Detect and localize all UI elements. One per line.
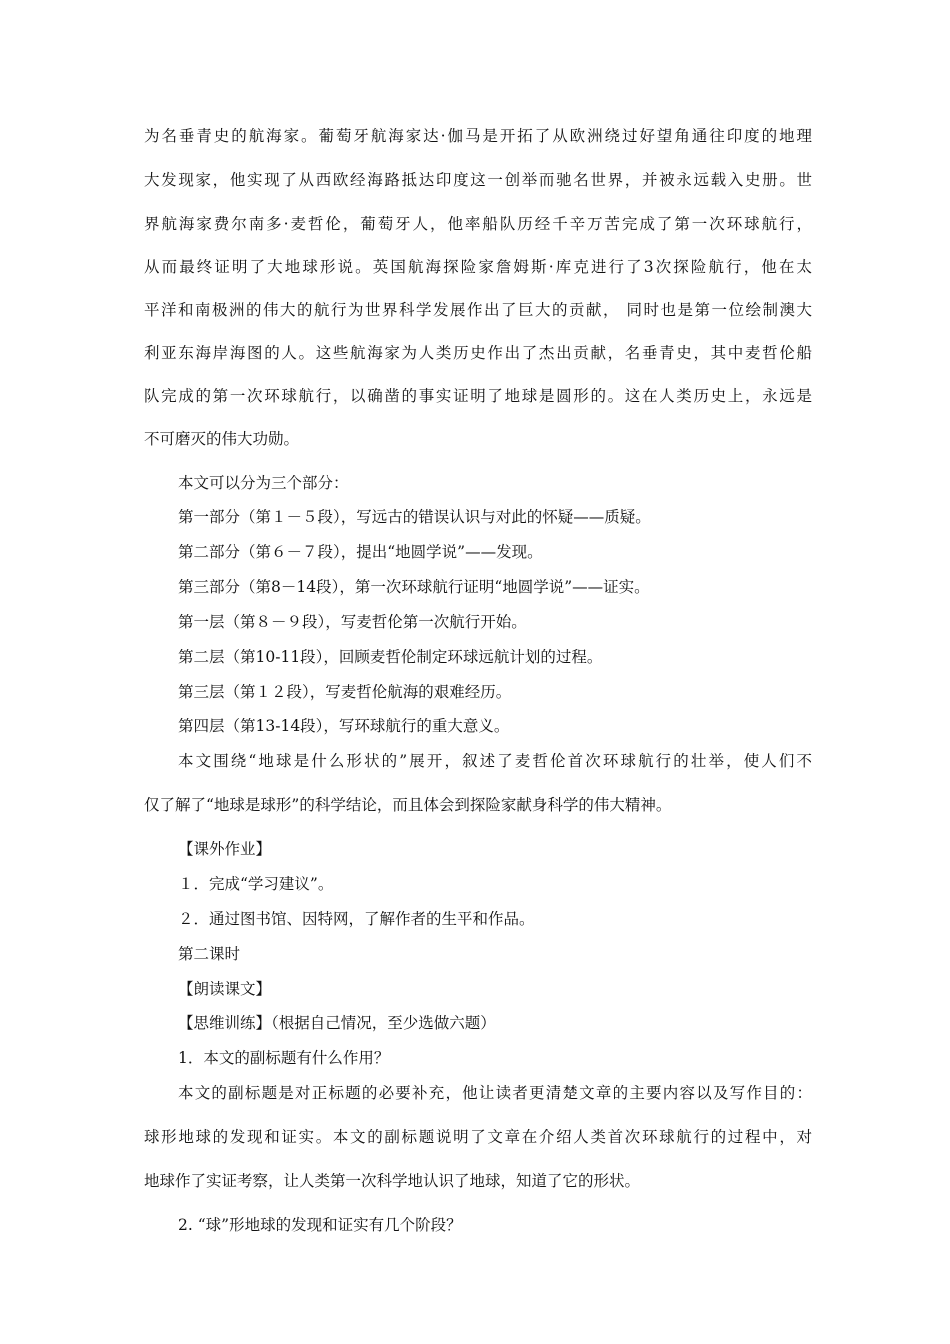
structure-part-2: 第二部分（第６－７段），提出“地圆学说”——发现。 xyxy=(178,543,543,561)
lesson2-title: 第二课时 xyxy=(178,945,241,963)
text-line: 不可磨灭的伟大功勋。 xyxy=(144,430,300,448)
structure-intro: 本文可以分为三个部分： xyxy=(178,474,349,492)
structure-part-3: 第三部分（第8－14段），第一次环球航行证明“地圆学说”——证实。 xyxy=(178,578,650,596)
homework-item-1: １．完成“学习建议”。 xyxy=(178,875,334,893)
homework-item-2: ２．通过图书馆、因特网，了解作者的生平和作品。 xyxy=(178,910,535,928)
structure-layer-3: 第三层（第１２段），写麦哲伦航海的艰难经历。 xyxy=(178,683,512,701)
training-heading: 【思维训练】（根据自己情况，至少选做六题） xyxy=(178,1014,496,1032)
structure-layer-1: 第一层（第８－９段），写麦哲伦第一次航行开始。 xyxy=(178,613,527,631)
answer-1-line: 球形地球的发现和证实。本文的副标题说明了文章在介绍人类首次环球航行的过程中，对 xyxy=(144,1128,812,1146)
text-line: 利亚东海岸海图的人。这些航海家为人类历史作出了杰出贡献，名垂青史，其中麦哲伦船 xyxy=(144,344,812,362)
text-line: 界航海家费尔南多·麦哲伦，葡萄牙人，他率船队历经千辛万苦完成了第一次环球航行， xyxy=(144,215,812,233)
text-line: 从而最终证明了大地球形说。英国航海探险家詹姆斯·库克进行了3次探险航行，他在太 xyxy=(144,258,812,276)
structure-layer-2: 第二层（第10-11段），回顾麦哲伦制定环球远航计划的过程。 xyxy=(178,648,603,666)
theme-line: 仅了解了“地球是球形”的科学结论，而且体会到探险家献身科学的伟大精神。 xyxy=(144,796,672,814)
theme-line: 本文围绕“地球是什么形状的”展开，叙述了麦哲伦首次环球航行的壮举，使人们不 xyxy=(178,752,812,770)
answer-1-line: 本文的副标题是对正标题的必要补充，他让读者更清楚文章的主要内容以及写作目的： xyxy=(178,1084,812,1102)
structure-part-1: 第一部分（第１－５段），写远古的错误认识与对此的怀疑——质疑。 xyxy=(178,508,651,526)
text-line: 队完成的第一次环球航行，以确凿的事实证明了地球是圆形的。这在人类历史上，永远是 xyxy=(144,387,812,405)
structure-layer-4: 第四层（第13-14段），写环球航行的重大意义。 xyxy=(178,717,510,735)
text-line: 为名垂青史的航海家。葡萄牙航海家达·伽马是开拓了从欧洲绕过好望角通往印度的地理 xyxy=(144,127,812,145)
text-line: 平洋和南极洲的伟大的航行为世界科学发展作出了巨大的贡献， 同时也是第一位绘制澳大 xyxy=(144,301,812,319)
question-2: 2. “球”形地球的发现和证实有几个阶段？ xyxy=(178,1216,462,1234)
text-line: 大发现家，他实现了从西欧经海路抵达印度这一创举而驰名世界，并被永远载入史册。世 xyxy=(144,171,812,189)
homework-heading: 【课外作业】 xyxy=(178,840,272,858)
question-1: 1．本文的副标题有什么作用？ xyxy=(178,1049,390,1067)
answer-1-line: 地球作了实证考察，让人类第一次科学地认识了地球，知道了它的形状。 xyxy=(144,1172,641,1190)
reading-heading: 【朗读课文】 xyxy=(178,980,272,998)
